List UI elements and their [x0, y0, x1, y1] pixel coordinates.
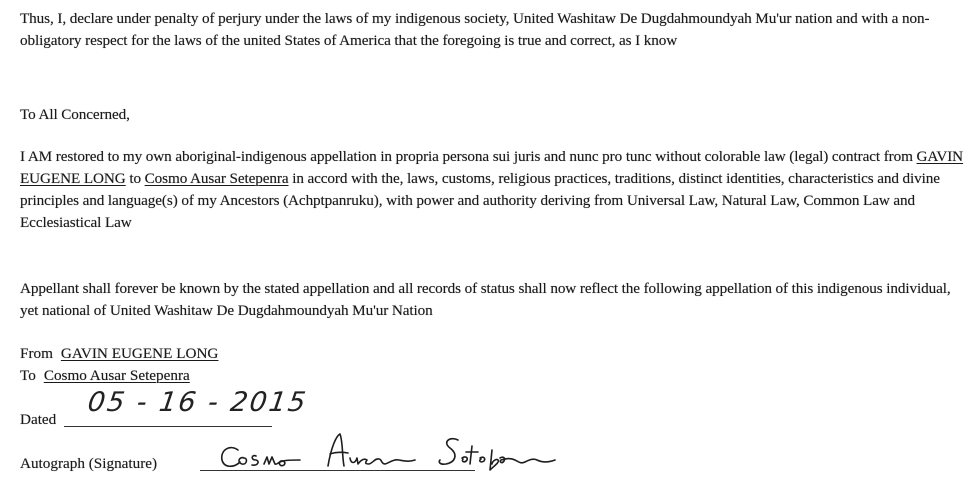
restoration-text-part2: in accord with the, laws, customs, religious practices, traditions, distinct identities, characteristics and divine principles and language(s) of my Ancestors (Achptpanruku), with power and authority deriving from Universal Law, Natural Law, Common Law and Ecclesiastical Law — [20, 170, 940, 231]
from-row — [20, 344, 218, 364]
dated-label: Dated — [20, 411, 57, 428]
appellation-paragraph: Appellant shall forever be known by the stated appellation and all records of status shall now reflect the following appellation of this indigenous individual, yet national of United Washitaw De Dugdahmoundyah Mu'ur Nation — [20, 280, 951, 319]
former-name: GAVIN EUGENE LONG — [20, 148, 964, 187]
signature-label: Autograph (Signature) — [20, 455, 158, 472]
restoration-text-part1: I AM restored to my own aboriginal-indigenous appellation in propria persona sui juris and nunc pro tunc without colorable law (legal) contract from — [20, 148, 913, 165]
handwritten-date: 05 - 16 - 2015 — [85, 387, 310, 418]
from-label: From — [20, 345, 53, 362]
dated-row — [20, 410, 56, 430]
date-underline — [64, 426, 272, 427]
to-value: Cosmo Ausar Setepenra — [43, 367, 190, 384]
declaration-paragraph: Thus, I, declare under penalty of perjury under the laws of my indigenous society, United Washitaw De Dugdahmoundyah Mu'ur nation and with a non-obligatory respect for the laws of the united States of America that the foregoing is true and correct, as I know — [20, 10, 930, 49]
to-label: To — [20, 367, 36, 384]
new-name: Cosmo Ausar Setepenra — [144, 170, 289, 187]
from-value: GAVIN EUGENE LONG — [60, 345, 219, 362]
signature-row — [20, 454, 157, 474]
handwritten-signature — [210, 428, 590, 478]
to-word: to — [129, 170, 141, 187]
to-row — [20, 366, 190, 386]
salutation: To All Concerned, — [20, 106, 130, 123]
restoration-paragraph — [20, 146, 965, 234]
